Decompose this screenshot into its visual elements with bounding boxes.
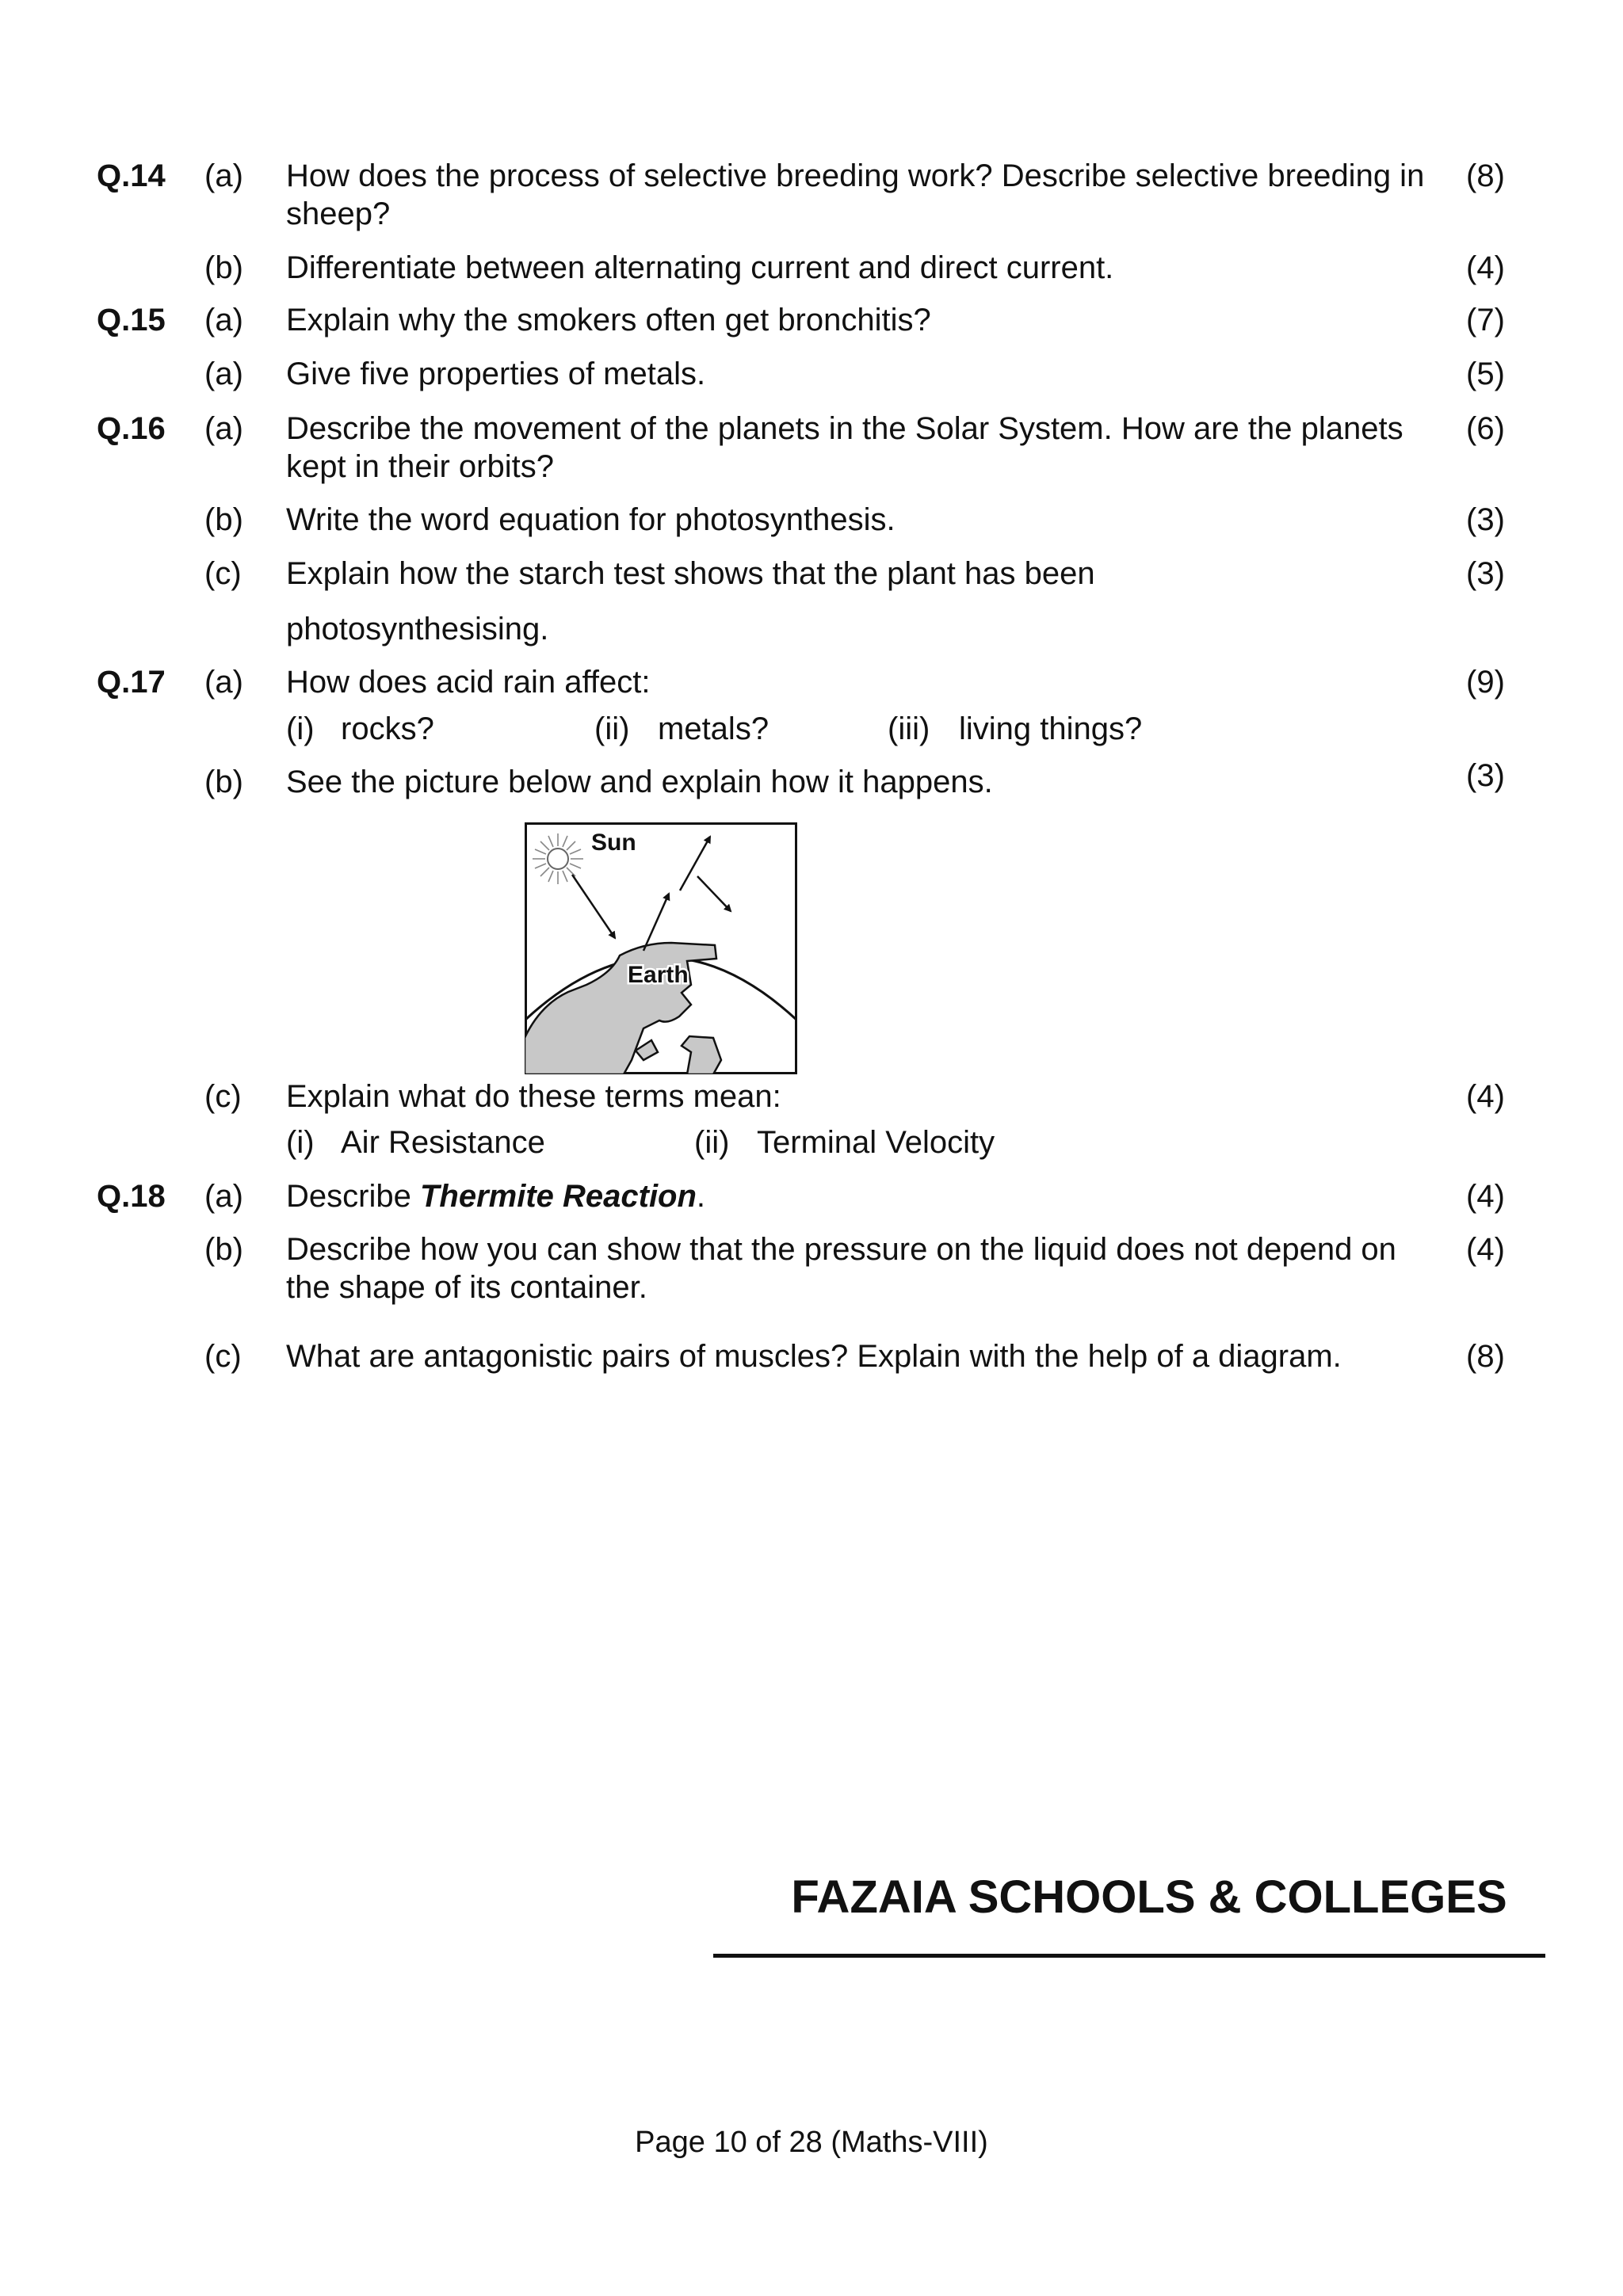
- text-suffix: .: [696, 1179, 706, 1214]
- part-label: (b): [204, 1232, 243, 1267]
- marks: (3): [1466, 556, 1505, 591]
- question-number: Q.16: [97, 411, 166, 446]
- marks: (8): [1466, 158, 1505, 193]
- option-number: (ii): [594, 711, 630, 746]
- question-text: Differentiate between alternating current and direct current.: [286, 250, 1114, 285]
- marks: (4): [1466, 1079, 1505, 1114]
- question-number: Q.14: [97, 158, 166, 193]
- question-text: Describe how you can show that the pressure on the liquid does not depend on the shape of its container.: [286, 1232, 1396, 1305]
- sun-label: Sun: [591, 830, 636, 856]
- question-text: Give five properties of metals.: [286, 357, 706, 391]
- text-prefix: Describe: [286, 1179, 420, 1214]
- question-text: Explain what do these terms mean:: [286, 1079, 781, 1114]
- question-text-line-1: Explain how the starch test shows that the plant has been: [286, 556, 1095, 591]
- part-label: (a): [204, 158, 243, 193]
- marks: (4): [1466, 1232, 1505, 1267]
- marks: (5): [1466, 357, 1505, 391]
- question-text: See the picture below and explain how it happens.: [286, 765, 993, 799]
- marks: (8): [1466, 1339, 1505, 1374]
- option-text: living things?: [959, 711, 1143, 746]
- question-number: Q.17: [97, 665, 166, 700]
- question-number: Q.18: [97, 1179, 166, 1214]
- divider: [713, 1954, 1545, 1958]
- part-label: (a): [204, 357, 243, 391]
- page-footer: Page 10 of 28 (Maths-VIII): [635, 2126, 988, 2159]
- part-label: (a): [204, 411, 243, 446]
- part-label: (a): [204, 303, 243, 338]
- question-number: Q.15: [97, 303, 166, 338]
- question-text: [286, 1177, 1427, 1215]
- earth-label: Earth: [628, 962, 689, 988]
- part-label: (c): [204, 1339, 242, 1374]
- marks: (3): [1466, 502, 1505, 537]
- marks: (4): [1466, 250, 1505, 285]
- question-text: What are antagonistic pairs of muscles? Explain with the help of a diagram.: [286, 1339, 1342, 1374]
- part-label: (b): [204, 250, 243, 285]
- option-number: (i): [286, 711, 315, 746]
- option-text: metals?: [658, 711, 769, 746]
- question-text: Explain why the smokers often get bronchitis?: [286, 303, 931, 338]
- school-name: FAZAIA SCHOOLS & COLLEGES: [791, 1871, 1507, 1923]
- option-number: (iii): [888, 711, 930, 746]
- marks: (3): [1466, 758, 1505, 793]
- marks: (9): [1466, 665, 1505, 700]
- question-text: How does acid rain affect:: [286, 665, 651, 700]
- question-text: Describe the movement of the planets in the Solar System. How are the planets kept in their orbits?: [286, 411, 1403, 484]
- question-text: How does the process of selective breeding work? Describe selective breeding in sheep?: [286, 158, 1425, 231]
- marks: (4): [1466, 1179, 1505, 1214]
- emphasized-term: Thermite Reaction: [419, 1179, 697, 1214]
- question-text: Write the word equation for photosynthesis.: [286, 502, 896, 537]
- marks: (7): [1466, 303, 1505, 338]
- part-label: (a): [204, 1179, 243, 1214]
- part-label: (b): [204, 765, 243, 799]
- option-text: Terminal Velocity: [757, 1125, 995, 1160]
- marks: (6): [1466, 411, 1505, 446]
- greenhouse-effect-diagram: [525, 822, 797, 1074]
- option-number: (ii): [694, 1125, 730, 1160]
- part-label: (c): [204, 1079, 242, 1114]
- part-label: (a): [204, 665, 243, 700]
- option-text: Air Resistance: [341, 1125, 545, 1160]
- option-text: rocks?: [341, 711, 434, 746]
- option-number: (i): [286, 1125, 315, 1160]
- part-label: (c): [204, 556, 242, 591]
- question-text-line-2: photosynthesising.: [286, 612, 549, 646]
- part-label: (b): [204, 502, 243, 537]
